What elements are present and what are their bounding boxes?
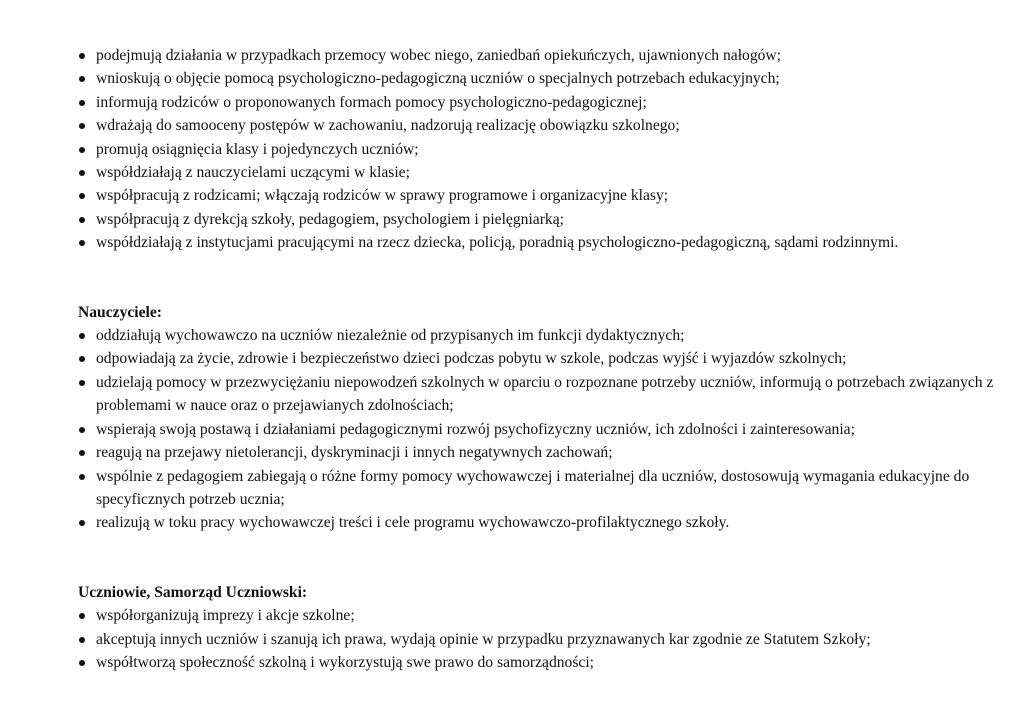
list-item [78, 231, 1008, 254]
list-item [78, 651, 1008, 674]
list-item [78, 347, 1008, 370]
section1-list [78, 44, 1008, 255]
list-item [78, 208, 1008, 231]
bullet-icon [79, 240, 85, 246]
list-item [78, 184, 1008, 207]
bullet-icon [79, 123, 85, 129]
bullet-icon [79, 637, 85, 643]
list-item [78, 371, 1008, 418]
list-item [78, 161, 1008, 184]
list-item-text: podejmują działania w przypadkach przemocy wobec niego, zaniedbań opiekuńczych, ujawnionych nałogów; [96, 47, 782, 64]
list-item-text: współpracują z rodzicami; włączają rodziców w sprawy programowe i organizacyjne klasy; [96, 187, 669, 205]
list-item-text: współtworzą społeczność szkolną i wykorzystują swe prawo do samorządności; [96, 653, 595, 671]
list-item-text: reagują na przejawy nietolerancji, dyskryminacji i innych negatywnych zachowań; [96, 444, 613, 462]
section3-list [78, 604, 1008, 674]
list-item-text: wspólnie z pedagogiem zabiegają o różne formy pomocy wychowawczej i materialnej dla uczniów, dostosowują wymagania edukacyjne do specyficznych potrzeb ucznia; [96, 467, 970, 508]
list-item-text: współpracują z dyrekcją szkoły, pedagogiem, psychologiem i pielęgniarką; [96, 210, 564, 228]
list-item [78, 91, 1008, 114]
list-item-text: informują rodziców o proponowanych formach pomocy psychologiczno-pedagogicznej; [96, 93, 647, 111]
list-item-text: wspierają swoją postawą i działaniami pedagogicznymi rozwój psychofizyczny uczniów, ich zdolności i zainteresowania; [96, 420, 855, 438]
bullet-icon [79, 217, 85, 223]
list-item-text: akceptują innych uczniów i szanują ich prawa, wydają opinie w przypadku przyznawanych kar zgodnie ze Statutem Szkoły; [96, 630, 871, 648]
bullet-icon [79, 100, 85, 106]
bullet-icon [79, 380, 85, 386]
list-item [78, 138, 1008, 161]
bullet-icon [79, 520, 85, 526]
bullet-icon [79, 76, 85, 82]
list-item-text: realizują w toku pracy wychowawczej treści i cele programu wychowawczo-profilaktycznego szkoły. [96, 514, 730, 532]
bullet-icon [79, 660, 85, 666]
list-item [78, 511, 1008, 534]
bullet-icon [79, 193, 85, 199]
section-heading: Uczniowie, Samorząd Uczniowski: [78, 583, 308, 601]
list-item-text: współdziałają z instytucjami pracującymi na rzecz dziecka, policją, poradnią psychologiczno-pedagogiczną, sądami rodzinnymi. [96, 234, 899, 252]
bullet-icon [79, 53, 85, 59]
list-item [78, 114, 1008, 137]
bullet-icon [79, 613, 85, 619]
section2-list [78, 324, 1008, 535]
list-item [78, 441, 1008, 464]
list-item-text: oddziałują wychowawczo na uczniów niezależnie od przypisanych im funkcji dydaktycznych; [96, 327, 685, 345]
section-heading: Nauczyciele: [78, 303, 162, 321]
list-item [78, 628, 1008, 651]
bullet-icon [79, 147, 85, 153]
list-item [78, 418, 1008, 441]
list-item [78, 324, 1008, 347]
bullet-icon [79, 333, 85, 339]
list-item-text: udzielają pomocy w przezwyciężaniu niepowodzeń szkolnych w oparciu o rozpoznane potrzeby uczniów, informują o potrzebach związanych z problemami w nauce oraz o przejawianych zdolnościach; [96, 373, 994, 415]
list-item-text: promują osiągnięcia klasy i pojedynczych uczniów; [96, 140, 419, 158]
list-item-text: wnioskują o objęcie pomocą psychologiczno-pedagogiczną uczniów o specjalnych potrzebach edukacyjnych; [96, 70, 780, 88]
list-item-text: współorganizują imprezy i akcje szkolne; [96, 607, 355, 625]
section-teachers [78, 301, 1008, 535]
document-page [78, 44, 1008, 674]
bullet-icon [79, 427, 85, 433]
bullet-icon [79, 170, 85, 176]
bullet-icon [79, 474, 85, 480]
list-item-text: odpowiadają za życie, zdrowie i bezpieczeństwo dzieci podczas pobytu w szkole, podczas wyjść i wyjazdów szkolnych; [96, 350, 847, 368]
list-item [78, 465, 1008, 512]
section-students [78, 581, 1008, 675]
list-item-text: wdrażają do samooceny postępów w zachowaniu, nadzorują realizację obowiązku szkolnego; [96, 117, 680, 135]
list-item [78, 67, 1008, 90]
list-item [78, 44, 1008, 67]
list-item-text: współdziałają z nauczycielami uczącymi w klasie; [96, 164, 410, 182]
bullet-icon [79, 356, 85, 362]
bullet-icon [79, 450, 85, 456]
list-item [78, 604, 1008, 627]
